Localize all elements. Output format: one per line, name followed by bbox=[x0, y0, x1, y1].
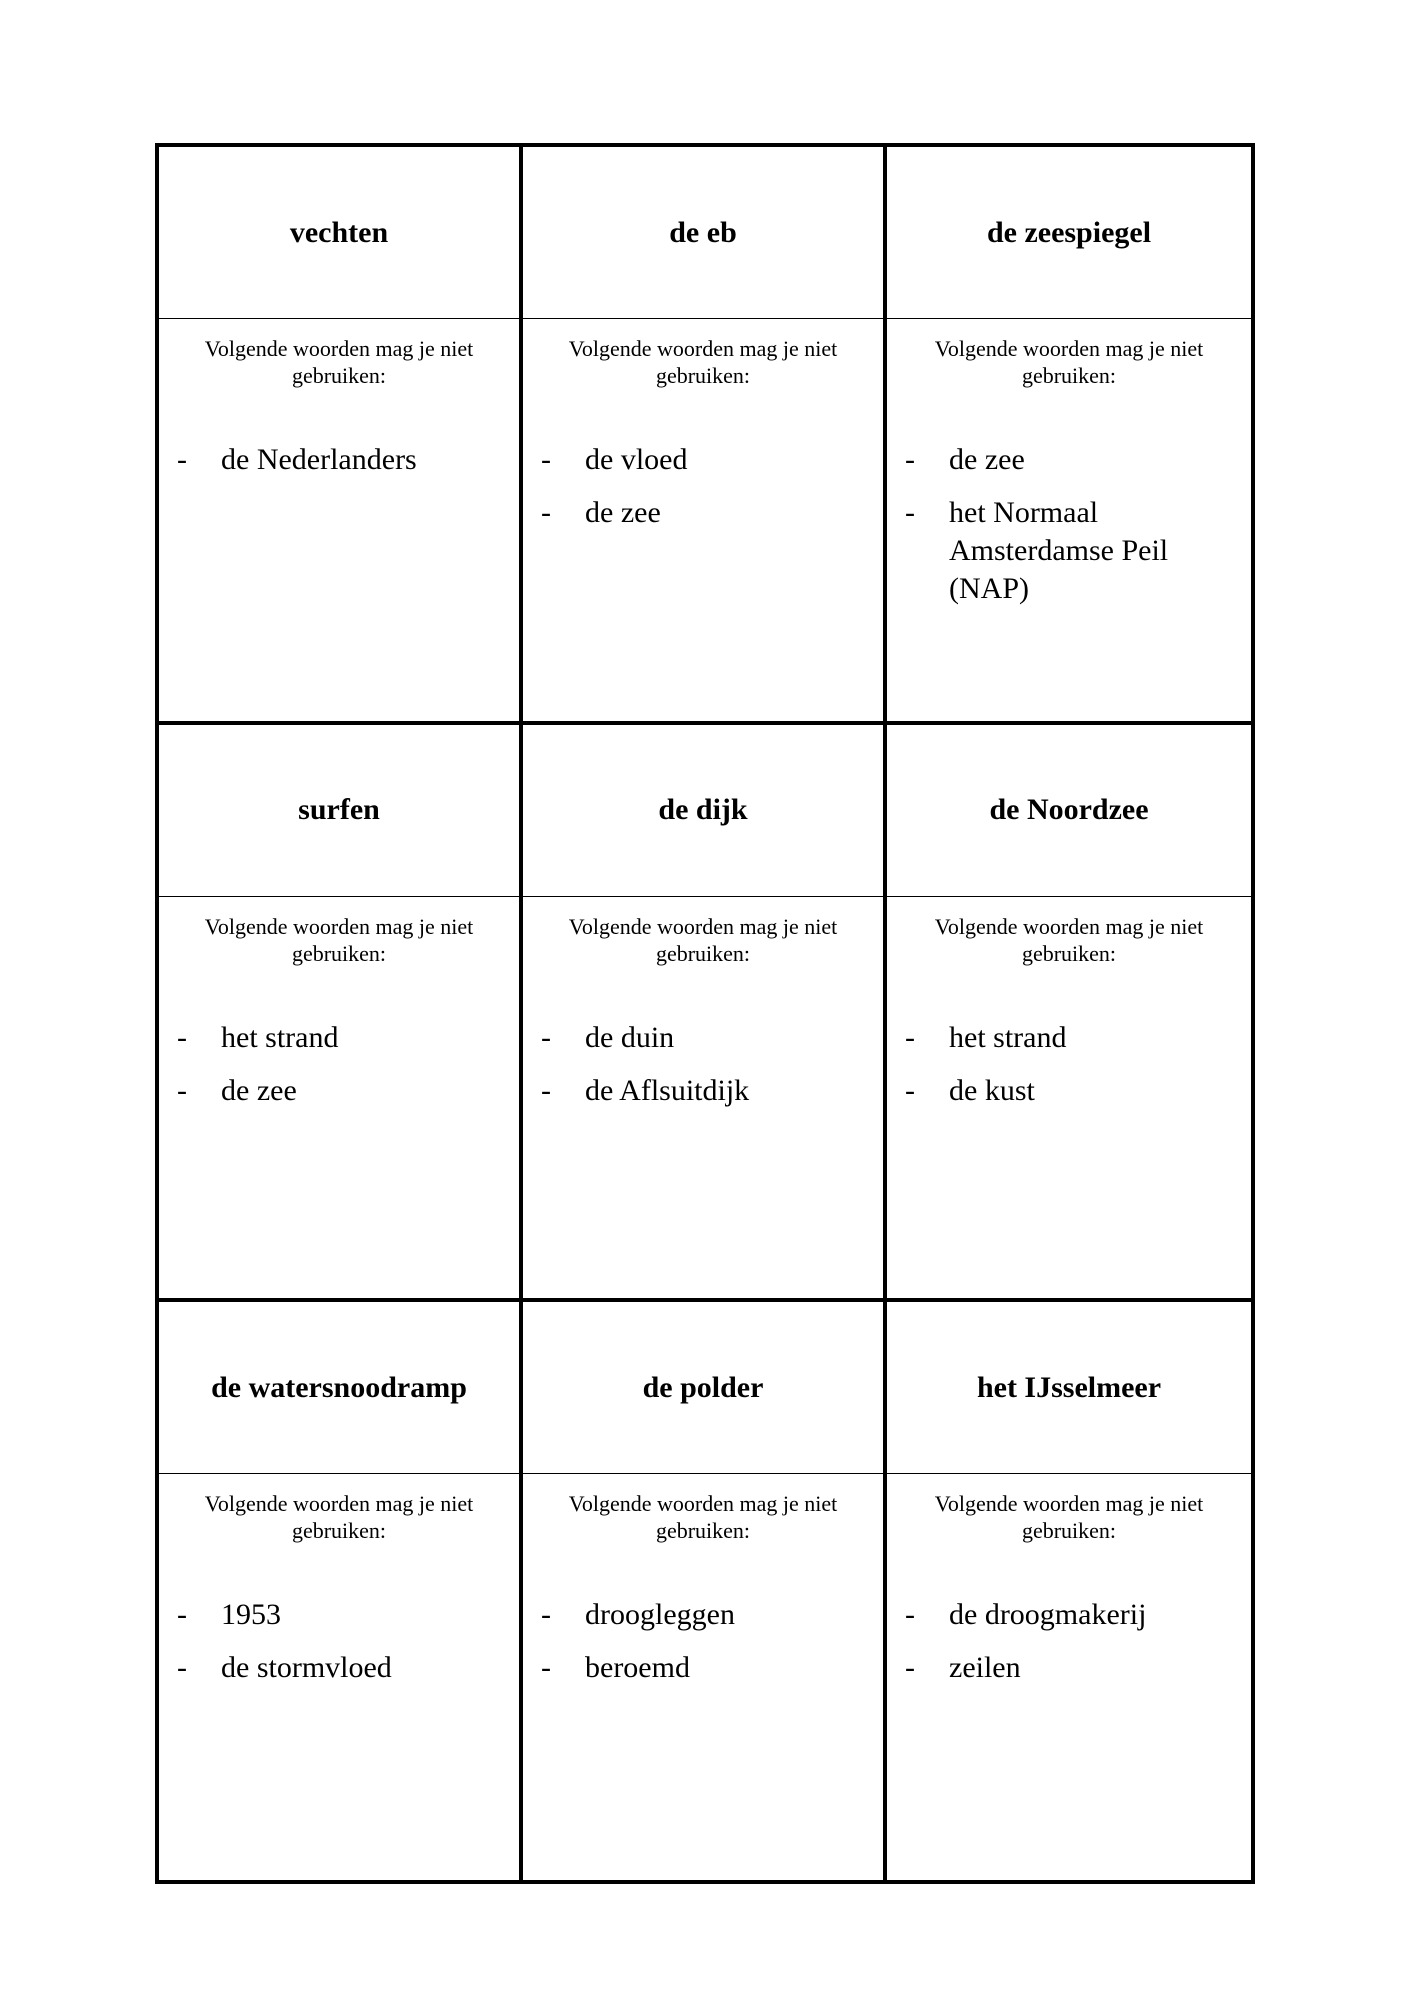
card-instruction: Volgende woorden mag je niet gebruiken: bbox=[934, 913, 1204, 966]
forbidden-word-text: beroemd bbox=[585, 1651, 690, 1685]
forbidden-word-text: de zee bbox=[221, 1073, 297, 1107]
card-body bbox=[887, 897, 1251, 1299]
list-dash: - bbox=[177, 1073, 187, 1107]
card-instruction: Volgende woorden mag je niet gebruiken: bbox=[568, 1491, 838, 1544]
forbidden-word bbox=[177, 1072, 501, 1110]
list-dash: - bbox=[541, 1651, 551, 1685]
card-title: de polder bbox=[523, 1302, 883, 1474]
card-title: surfen bbox=[159, 725, 519, 897]
taboo-card bbox=[523, 725, 887, 1303]
list-dash: - bbox=[905, 1651, 915, 1685]
taboo-card-grid bbox=[155, 143, 1255, 1884]
card-title: vechten bbox=[159, 147, 519, 319]
forbidden-word-list bbox=[177, 441, 501, 479]
forbidden-word bbox=[905, 1019, 1233, 1057]
taboo-card bbox=[887, 147, 1251, 725]
forbidden-word bbox=[905, 1596, 1233, 1634]
card-body bbox=[159, 319, 519, 721]
forbidden-word bbox=[541, 1019, 865, 1057]
forbidden-word-text: de Aflsuitdijk bbox=[585, 1073, 750, 1107]
forbidden-word bbox=[541, 1649, 865, 1687]
forbidden-word-text: het strand bbox=[949, 1020, 1067, 1054]
forbidden-word bbox=[541, 1596, 865, 1634]
card-instruction: Volgende woorden mag je niet gebruiken: bbox=[204, 1491, 474, 1544]
taboo-card bbox=[159, 147, 523, 725]
forbidden-word bbox=[541, 494, 865, 532]
forbidden-word-list bbox=[905, 1596, 1233, 1687]
card-instruction: Volgende woorden mag je niet gebruiken: bbox=[568, 336, 838, 388]
card-title: de zeespiegel bbox=[887, 147, 1251, 319]
card-title: de eb bbox=[523, 147, 883, 319]
forbidden-word-list bbox=[177, 1019, 501, 1110]
card-instruction: Volgende woorden mag je niet gebruiken: bbox=[204, 336, 474, 388]
list-dash: - bbox=[541, 496, 551, 529]
forbidden-word bbox=[177, 1019, 501, 1057]
taboo-card bbox=[887, 725, 1251, 1303]
list-dash: - bbox=[541, 1073, 551, 1107]
card-body bbox=[159, 897, 519, 1299]
card-instruction: Volgende woorden mag je niet gebruiken: bbox=[204, 913, 474, 966]
forbidden-word-list bbox=[905, 441, 1233, 608]
list-dash: - bbox=[177, 1020, 187, 1054]
list-dash: - bbox=[541, 1598, 551, 1632]
forbidden-word-text: de zee bbox=[585, 496, 661, 529]
list-dash: - bbox=[905, 1020, 915, 1054]
forbidden-word-text: de duin bbox=[585, 1020, 675, 1054]
taboo-card bbox=[887, 1302, 1251, 1880]
forbidden-word-text: de kust bbox=[949, 1073, 1035, 1107]
forbidden-word-text: zeilen bbox=[949, 1651, 1021, 1685]
forbidden-word-text: de Nederlanders bbox=[221, 443, 417, 476]
taboo-card bbox=[523, 1302, 887, 1880]
card-title: het IJsselmeer bbox=[887, 1302, 1251, 1474]
card-instruction: Volgende woorden mag je niet gebruiken: bbox=[934, 336, 1204, 388]
forbidden-word-text: de zee bbox=[949, 443, 1025, 476]
list-dash: - bbox=[541, 443, 551, 476]
forbidden-word bbox=[905, 441, 1233, 479]
forbidden-word-list bbox=[905, 1019, 1233, 1110]
list-dash: - bbox=[905, 1073, 915, 1107]
card-body bbox=[887, 319, 1251, 721]
card-body bbox=[159, 1474, 519, 1880]
forbidden-word bbox=[177, 1649, 501, 1687]
taboo-card bbox=[523, 147, 887, 725]
list-dash: - bbox=[905, 443, 915, 476]
list-dash: - bbox=[905, 496, 915, 529]
list-dash: - bbox=[177, 1598, 187, 1632]
forbidden-word-text: het Normaal Amsterdamse Peil (NAP) bbox=[949, 496, 1169, 605]
forbidden-word-list bbox=[541, 441, 865, 532]
card-body bbox=[887, 1474, 1251, 1880]
card-body bbox=[523, 1474, 883, 1880]
card-body bbox=[523, 319, 883, 721]
list-dash: - bbox=[177, 1651, 187, 1685]
card-body bbox=[523, 897, 883, 1299]
forbidden-word-text: het strand bbox=[221, 1020, 339, 1054]
forbidden-word bbox=[177, 1596, 501, 1634]
taboo-card bbox=[159, 725, 523, 1303]
forbidden-word-text: 1953 bbox=[221, 1598, 281, 1632]
forbidden-word-list bbox=[177, 1596, 501, 1687]
forbidden-word-text: droogleggen bbox=[585, 1598, 735, 1632]
taboo-card bbox=[159, 1302, 523, 1880]
card-title: de Noordzee bbox=[887, 725, 1251, 897]
forbidden-word bbox=[177, 441, 501, 479]
card-title: de dijk bbox=[523, 725, 883, 897]
card-title: de watersnoodramp bbox=[159, 1302, 519, 1474]
forbidden-word-text: de vloed bbox=[585, 443, 688, 476]
forbidden-word-list bbox=[541, 1019, 865, 1110]
forbidden-word-text: de droogmakerij bbox=[949, 1598, 1147, 1632]
forbidden-word bbox=[541, 1072, 865, 1110]
list-dash: - bbox=[541, 1020, 551, 1054]
list-dash: - bbox=[905, 1598, 915, 1632]
card-instruction: Volgende woorden mag je niet gebruiken: bbox=[568, 913, 838, 966]
list-dash: - bbox=[177, 443, 187, 476]
forbidden-word bbox=[905, 1072, 1233, 1110]
forbidden-word-list bbox=[541, 1596, 865, 1687]
forbidden-word-text: de stormvloed bbox=[221, 1651, 392, 1685]
forbidden-word bbox=[541, 441, 865, 479]
forbidden-word bbox=[905, 494, 1233, 608]
forbidden-word bbox=[905, 1649, 1233, 1687]
card-instruction: Volgende woorden mag je niet gebruiken: bbox=[934, 1491, 1204, 1544]
